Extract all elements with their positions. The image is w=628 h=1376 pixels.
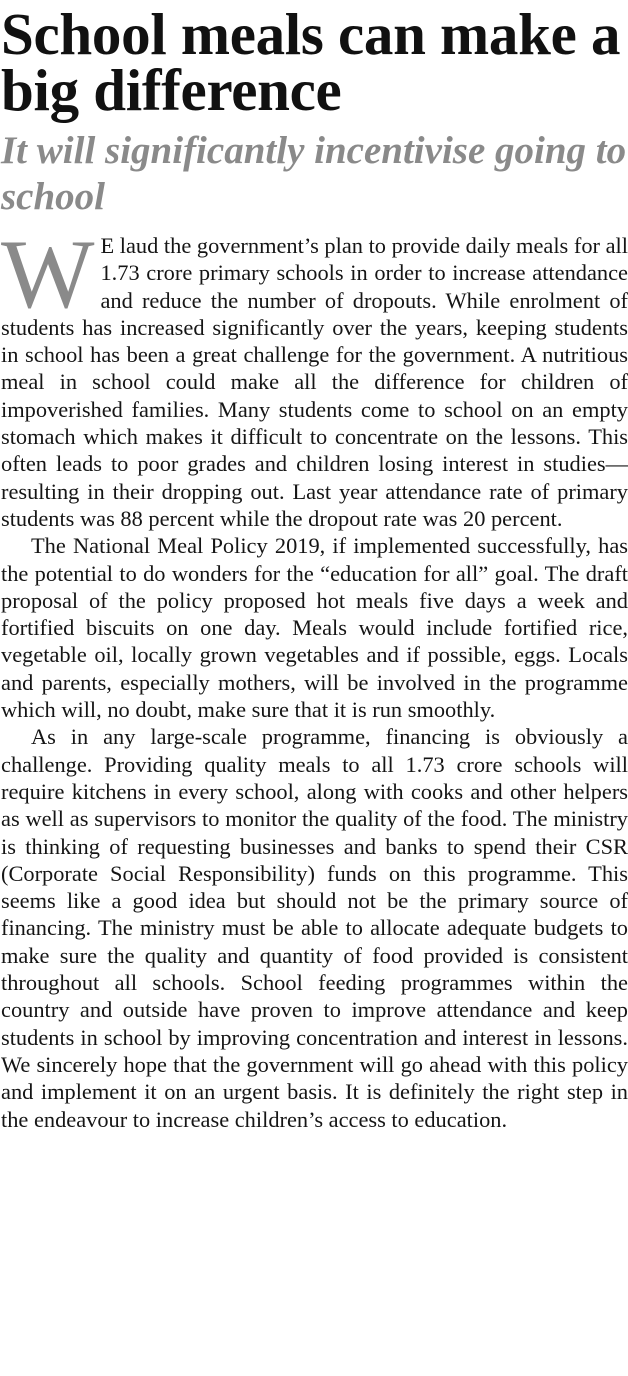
paragraph-2: The National Meal Policy 2019, if implemented successfully, has the potential to do wonders for the “education for all” goal. The draft proposal of the policy proposed hot meals five days a week and fortified biscuits on one day. Meals would include fortified rice, vegetable oil, locally grown vegetables and if possible, eggs. Locals and parents, especially mothers, will be involved in the programme which will, no doubt, make sure that it is run smoothly. [1,533,628,723]
paragraph-1 [0,220,628,532]
drop-cap: W [1,220,95,329]
article-body [0,220,628,1133]
headline: School meals can make a big difference [1,1,621,123]
paragraph-3: As in any large-scale programme, financing is obviously a challenge. Providing quality meals to all 1.73 crore schools will require kitchens in every school, along with cooks and other helpers as well as supervisors to monitor the quality of the food. The ministry is thinking of requesting businesses and banks to spend their CSR (Corporate Social Responsibility) funds on this programme. This seems like a good idea but should not be the primary source of financing. The ministry must be able to allocate adequate budgets to make sure the quality and quantity of food provided is consistent throughout all schools. School feeding programmes within the country and outside have proven to improve attendance and keep students in school by improving concentration and interest in lessons. We sincerely hope that the government will go ahead with this policy and implement it on an urgent basis. It is definitely the right step in the endeavour to increase children’s access to education. [1,724,628,1132]
paragraph-1-text: E laud the government’s plan to provide daily meals for all 1.73 crore primary schools in order to increase attendance and reduce the number of dropouts. While enrolment of students has increased significantly over the years, keeping students in school has been a great challenge for the government. A nutritious meal in school could make all the difference for children of impoverished families. Many students come to school on an empty stomach which makes it difficult to concentrate on the lessons. This often leads to poor grades and children losing interest in studies—resulting in their dropping out. Last year attendance rate of primary students was 88 percent while the dropout rate was 20 percent. [1,233,628,531]
subheadline: It will significantly incentivise going to school [1,129,627,218]
